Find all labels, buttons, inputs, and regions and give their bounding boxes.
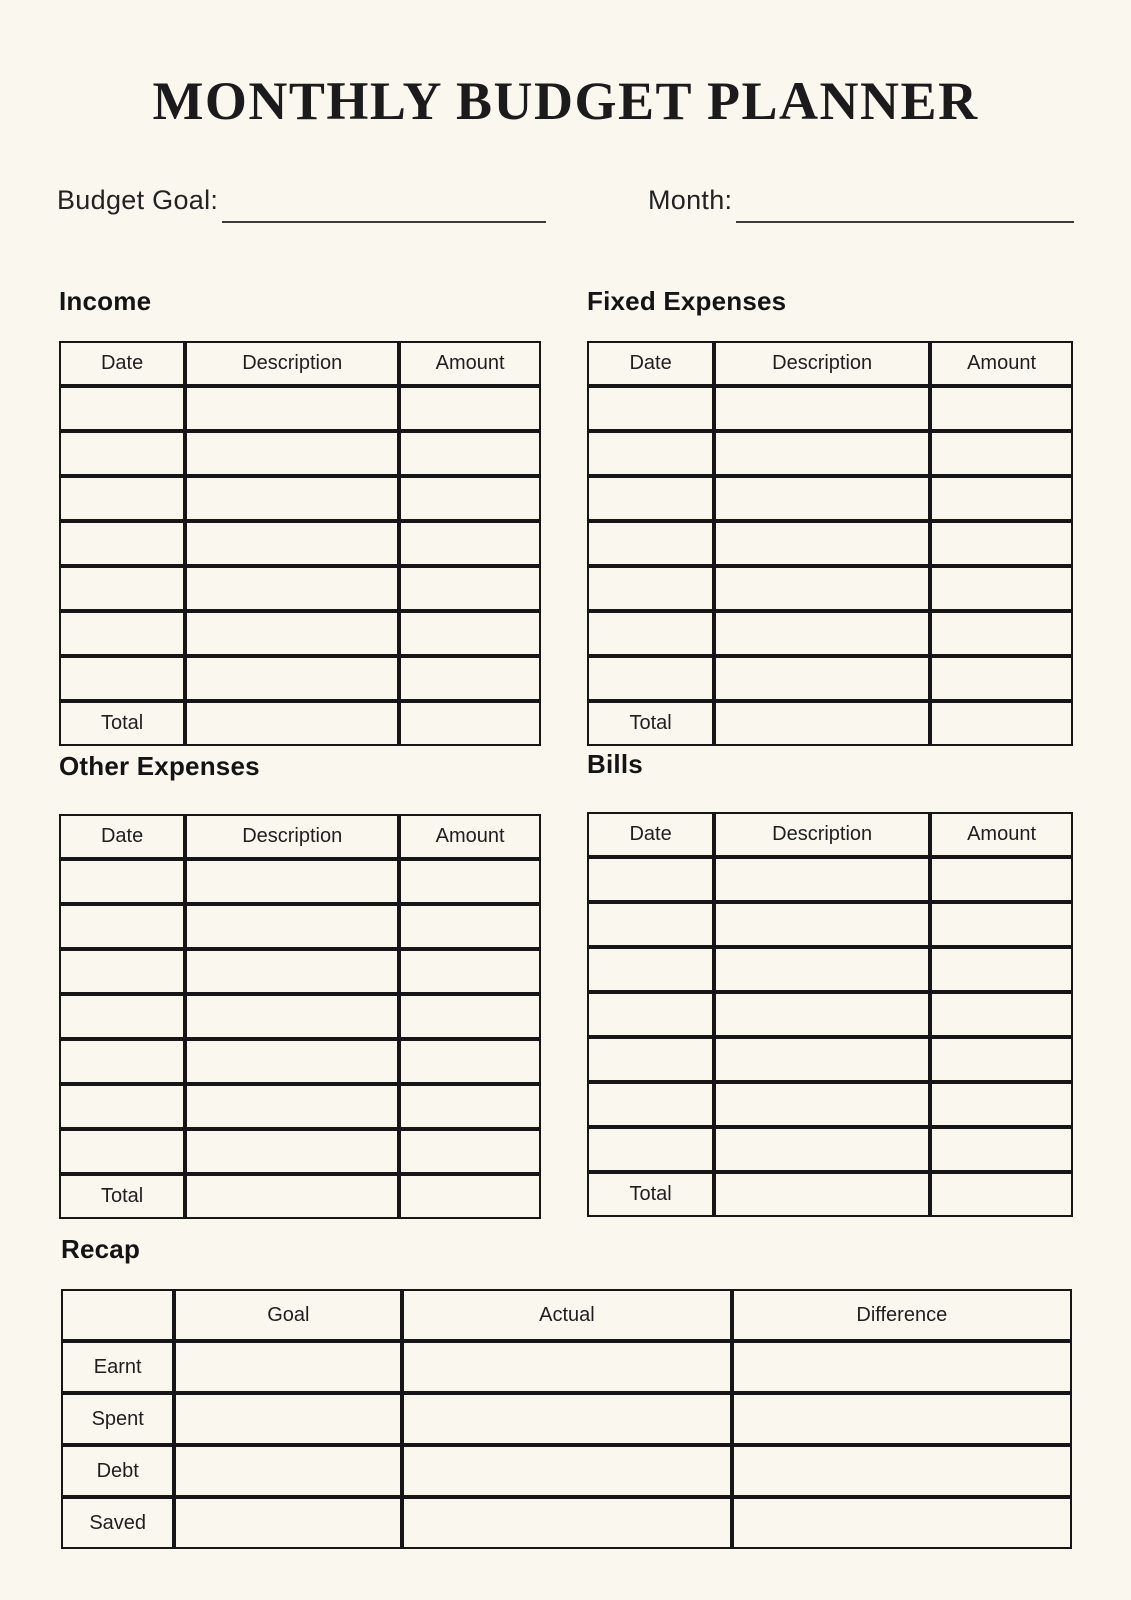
empty-cell <box>587 611 714 656</box>
total-label: Total <box>59 1174 185 1219</box>
budget-goal-blank-line <box>222 187 546 223</box>
empty-cell <box>399 904 541 949</box>
fixed-expenses-heading: Fixed Expenses <box>587 286 787 316</box>
empty-entry-row <box>59 994 541 1039</box>
empty-cell <box>587 1037 714 1082</box>
empty-cell <box>399 949 541 994</box>
empty-cell <box>714 1082 930 1127</box>
empty-cell <box>59 949 185 994</box>
empty-cell <box>399 386 541 431</box>
empty-cell <box>714 476 930 521</box>
empty-entry-row <box>59 656 541 701</box>
total-row <box>59 1174 541 1219</box>
recap-row-spent <box>61 1393 1072 1445</box>
empty-cell <box>185 994 399 1039</box>
page-title: MONTHLY BUDGET PLANNER <box>152 71 979 131</box>
empty-entry-row <box>59 1084 541 1129</box>
empty-cell <box>399 1039 541 1084</box>
table-footer <box>59 1174 541 1219</box>
bills-section <box>587 749 1073 1217</box>
table-footer <box>587 701 1073 746</box>
empty-cell <box>59 521 185 566</box>
empty-cell <box>185 431 399 476</box>
goal-column-header: Goal <box>174 1289 402 1341</box>
spent-actual-cell <box>402 1393 731 1445</box>
header-row <box>61 1289 1072 1341</box>
earnt-difference-cell <box>732 1341 1072 1393</box>
fixed-expenses-table <box>587 341 1073 746</box>
empty-entry-row <box>59 1039 541 1084</box>
empty-cell <box>587 902 714 947</box>
empty-cell <box>930 656 1073 701</box>
empty-entry-row <box>59 611 541 656</box>
amount-column-header: Amount <box>930 812 1073 857</box>
debt-label: Debt <box>61 1445 174 1497</box>
spent-goal-cell <box>174 1393 402 1445</box>
empty-cell <box>714 566 930 611</box>
empty-entry-row <box>587 656 1073 701</box>
empty-cell <box>587 521 714 566</box>
recap-rows <box>61 1341 1072 1549</box>
empty-cell <box>587 1127 714 1172</box>
empty-cell <box>930 566 1073 611</box>
other-expenses-section <box>59 751 541 1219</box>
description-column-header: Description <box>714 341 930 386</box>
empty-entry-row <box>59 859 541 904</box>
saved-difference-cell <box>732 1497 1072 1549</box>
recap-header <box>61 1289 1072 1341</box>
empty-cell <box>185 1039 399 1084</box>
empty-cell <box>59 904 185 949</box>
empty-cell <box>587 656 714 701</box>
empty-entry-row <box>587 857 1073 902</box>
empty-cell <box>714 902 930 947</box>
entry-rows <box>59 859 541 1174</box>
empty-cell <box>399 476 541 521</box>
empty-entry-row <box>59 476 541 521</box>
empty-entry-row <box>59 1129 541 1174</box>
budget-goal-field <box>57 180 546 216</box>
date-column-header: Date <box>59 341 185 386</box>
description-column-header: Description <box>714 812 930 857</box>
empty-cell <box>930 611 1073 656</box>
empty-cell <box>930 857 1073 902</box>
empty-cell <box>930 521 1073 566</box>
entry-rows <box>587 857 1073 1172</box>
amount-column-header: Amount <box>399 341 541 386</box>
total-row <box>587 701 1073 746</box>
total-amount-cell <box>399 701 541 746</box>
recap-table <box>61 1289 1072 1549</box>
empty-cell <box>930 386 1073 431</box>
empty-cell <box>185 386 399 431</box>
empty-entry-row <box>587 992 1073 1037</box>
empty-cell <box>399 859 541 904</box>
spent-label: Spent <box>61 1393 174 1445</box>
empty-entry-row <box>59 566 541 611</box>
debt-difference-cell <box>732 1445 1072 1497</box>
empty-cell <box>587 857 714 902</box>
empty-cell <box>930 1127 1073 1172</box>
income-section <box>59 286 541 746</box>
empty-cell <box>59 1129 185 1174</box>
amount-column-header: Amount <box>399 814 541 859</box>
empty-cell <box>930 1037 1073 1082</box>
table-header <box>587 341 1073 386</box>
total-amount-cell <box>930 1172 1073 1217</box>
recap-row-saved <box>61 1497 1072 1549</box>
empty-cell <box>930 947 1073 992</box>
empty-entry-row <box>587 947 1073 992</box>
recap-heading: Recap <box>61 1234 141 1264</box>
empty-cell <box>587 992 714 1037</box>
table-header <box>587 812 1073 857</box>
date-column-header: Date <box>587 812 714 857</box>
empty-cell <box>714 521 930 566</box>
empty-cell <box>185 611 399 656</box>
other-expenses-table <box>59 814 541 1219</box>
empty-cell <box>714 431 930 476</box>
month-blank-line <box>736 187 1074 223</box>
empty-cell <box>399 994 541 1039</box>
actual-column-header: Actual <box>402 1289 731 1341</box>
total-description-cell <box>185 1174 399 1219</box>
empty-cell <box>930 431 1073 476</box>
spent-difference-cell <box>732 1393 1072 1445</box>
empty-cell <box>399 1129 541 1174</box>
empty-entry-row <box>59 904 541 949</box>
total-label: Total <box>59 701 185 746</box>
date-column-header: Date <box>59 814 185 859</box>
date-column-header: Date <box>587 341 714 386</box>
empty-cell <box>185 1129 399 1174</box>
total-label: Total <box>587 701 714 746</box>
empty-cell <box>714 386 930 431</box>
header-row <box>587 341 1073 386</box>
debt-actual-cell <box>402 1445 731 1497</box>
empty-entry-row <box>587 611 1073 656</box>
empty-cell <box>587 1082 714 1127</box>
empty-entry-row <box>587 386 1073 431</box>
earnt-goal-cell <box>174 1341 402 1393</box>
empty-entry-row <box>587 1037 1073 1082</box>
table-header <box>59 814 541 859</box>
bills-table <box>587 812 1073 1217</box>
empty-cell <box>59 386 185 431</box>
empty-cell <box>587 431 714 476</box>
saved-goal-cell <box>174 1497 402 1549</box>
empty-cell <box>59 859 185 904</box>
recap-blank-header <box>61 1289 174 1341</box>
table-header <box>59 341 541 386</box>
month-label: Month: <box>648 185 733 215</box>
empty-cell <box>59 431 185 476</box>
saved-actual-cell <box>402 1497 731 1549</box>
empty-cell <box>185 476 399 521</box>
empty-cell <box>587 476 714 521</box>
empty-entry-row <box>587 566 1073 611</box>
empty-entry-row <box>587 521 1073 566</box>
recap-section <box>61 1234 1072 1549</box>
total-description-cell <box>714 701 930 746</box>
empty-cell <box>59 476 185 521</box>
empty-cell <box>930 902 1073 947</box>
recap-row-earnt <box>61 1341 1072 1393</box>
description-column-header: Description <box>185 814 399 859</box>
empty-cell <box>714 992 930 1037</box>
recap-row-debt <box>61 1445 1072 1497</box>
empty-cell <box>59 1039 185 1084</box>
fixed-expenses-section <box>587 286 1073 746</box>
difference-column-header: Difference <box>732 1289 1072 1341</box>
empty-cell <box>185 656 399 701</box>
empty-cell <box>185 1084 399 1129</box>
empty-cell <box>59 656 185 701</box>
empty-cell <box>185 904 399 949</box>
empty-entry-row <box>587 1082 1073 1127</box>
month-field <box>648 180 1074 216</box>
table-footer <box>587 1172 1073 1217</box>
total-label: Total <box>587 1172 714 1217</box>
empty-cell <box>930 1082 1073 1127</box>
header-row <box>59 814 541 859</box>
empty-cell <box>714 1127 930 1172</box>
empty-cell <box>185 566 399 611</box>
empty-entry-row <box>587 431 1073 476</box>
empty-cell <box>185 859 399 904</box>
empty-cell <box>930 992 1073 1037</box>
empty-cell <box>399 521 541 566</box>
empty-cell <box>587 947 714 992</box>
other-expenses-heading: Other Expenses <box>59 751 260 781</box>
total-row <box>587 1172 1073 1217</box>
empty-cell <box>59 611 185 656</box>
table-footer <box>59 701 541 746</box>
earnt-label: Earnt <box>61 1341 174 1393</box>
empty-cell <box>399 656 541 701</box>
empty-cell <box>399 566 541 611</box>
empty-cell <box>185 949 399 994</box>
empty-cell <box>399 1084 541 1129</box>
empty-entry-row <box>59 431 541 476</box>
empty-entry-row <box>587 476 1073 521</box>
empty-cell <box>399 431 541 476</box>
total-amount-cell <box>399 1174 541 1219</box>
empty-cell <box>714 656 930 701</box>
total-description-cell <box>714 1172 930 1217</box>
description-column-header: Description <box>185 341 399 386</box>
empty-cell <box>399 611 541 656</box>
empty-cell <box>185 521 399 566</box>
total-row <box>59 701 541 746</box>
empty-cell <box>714 947 930 992</box>
budget-goal-label: Budget Goal: <box>57 185 219 215</box>
earnt-actual-cell <box>402 1341 731 1393</box>
empty-cell <box>714 1037 930 1082</box>
empty-cell <box>587 386 714 431</box>
empty-entry-row <box>59 386 541 431</box>
saved-label: Saved <box>61 1497 174 1549</box>
debt-goal-cell <box>174 1445 402 1497</box>
empty-entry-row <box>587 1127 1073 1172</box>
entry-rows <box>587 386 1073 701</box>
empty-cell <box>930 476 1073 521</box>
bills-heading: Bills <box>587 749 643 779</box>
header-row <box>59 341 541 386</box>
empty-cell <box>587 566 714 611</box>
amount-column-header: Amount <box>930 341 1073 386</box>
income-heading: Income <box>59 286 152 316</box>
empty-cell <box>714 857 930 902</box>
empty-cell <box>59 994 185 1039</box>
income-table <box>59 341 541 746</box>
empty-cell <box>59 1084 185 1129</box>
empty-cell <box>59 566 185 611</box>
total-amount-cell <box>930 701 1073 746</box>
empty-entry-row <box>59 949 541 994</box>
header-row <box>587 812 1073 857</box>
empty-entry-row <box>59 521 541 566</box>
total-description-cell <box>185 701 399 746</box>
entry-rows <box>59 386 541 701</box>
empty-entry-row <box>587 902 1073 947</box>
empty-cell <box>714 611 930 656</box>
